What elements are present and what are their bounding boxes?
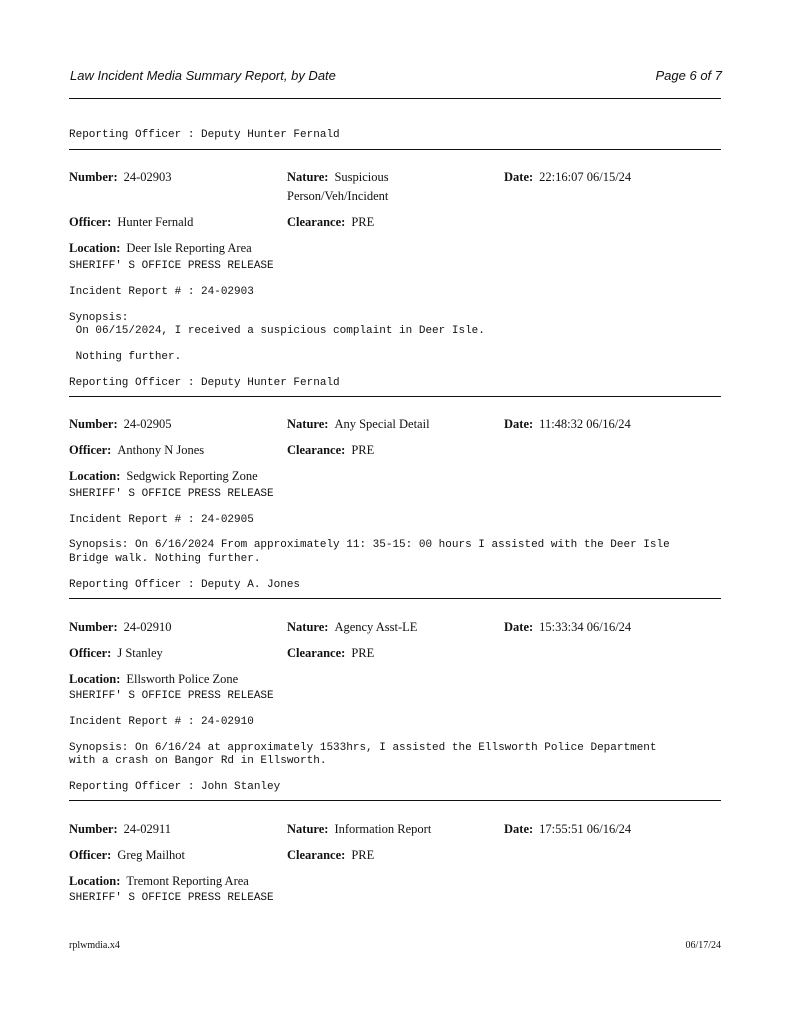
location-field: Location: Deer Isle Reporting Area: [69, 241, 252, 255]
incident-report-number: Incident Report # : 24-02910: [69, 716, 254, 728]
clearance-field: Clearance: PRE: [287, 443, 375, 457]
incident-report-number: Incident Report # : 24-02903: [69, 286, 254, 298]
location-field: Location: Ellsworth Police Zone: [69, 672, 239, 686]
date-field: Date: 17:55:51 06/16/24: [504, 822, 632, 836]
synopsis-text: On 06/15/2024, I received a suspicious complaint in Deer Isle.: [69, 325, 485, 337]
number-field: Number: 24-02911: [69, 822, 172, 836]
location-field: Location: Sedgwick Reporting Zone: [69, 469, 258, 483]
date-field: Date: 15:33:34 06/16/24: [504, 620, 632, 634]
reporting-officer: Reporting Officer : John Stanley: [69, 781, 281, 793]
number-field: Number: 24-02910: [69, 620, 172, 634]
reporting-officer: Reporting Officer : Deputy Hunter Fernald: [69, 377, 340, 389]
number-field: Number: 24-02905: [69, 417, 172, 431]
synopsis-text: Synopsis: On 6/16/2024 From approximately 11: 35-15: 00 hours I assisted with the Deer Isle: [69, 539, 670, 551]
incident-report-number: Incident Report # : 24-02905: [69, 514, 254, 526]
date-field: Date: 22:16:07 06/15/24: [504, 170, 632, 184]
page-number: Page 6 of 7: [655, 68, 722, 83]
officer-field: Officer: Anthony N Jones: [69, 443, 205, 457]
synopsis-text: Synopsis: On 6/16/24 at approximately 1533hrs, I assisted the Ellsworth Police Department: [69, 742, 657, 754]
synopsis-text: Bridge walk. Nothing further.: [69, 553, 261, 565]
officer-field: Officer: Hunter Fernald: [69, 215, 194, 229]
press-release-line: SHERIFF' S OFFICE PRESS RELEASE: [69, 690, 274, 702]
reporting-officer: Reporting Officer : Deputy A. Jones: [69, 579, 301, 591]
incident-divider: [69, 149, 721, 150]
date-field: Date: 11:48:32 06/16/24: [504, 417, 631, 431]
footer-date: 06/17/24: [685, 940, 721, 951]
nature-field: Nature: Agency Asst-LE: [287, 620, 418, 634]
location-field: Location: Tremont Reporting Area: [69, 874, 249, 888]
nature-field: Nature: Any Special Detail: [287, 417, 430, 431]
incident-divider: [69, 598, 721, 599]
clearance-field: Clearance: PRE: [287, 646, 375, 660]
footer-report-id: rplwmdia.x4: [69, 940, 120, 951]
nature-field: Nature: Information Report: [287, 822, 432, 836]
officer-field: Officer: Greg Mailhot: [69, 848, 186, 862]
nature-field: Nature: Suspicious: [287, 170, 389, 184]
synopsis-text: Nothing further.: [69, 351, 182, 363]
officer-field: Officer: J Stanley: [69, 646, 163, 660]
nature-field-continued: Person/Veh/Incident: [287, 189, 389, 203]
number-field: Number: 24-02903: [69, 170, 172, 184]
header-divider: [69, 98, 721, 99]
press-release-line: SHERIFF' S OFFICE PRESS RELEASE: [69, 260, 274, 272]
incident-divider: [69, 396, 721, 397]
incident-divider: [69, 800, 721, 801]
clearance-field: Clearance: PRE: [287, 215, 375, 229]
synopsis-text: with a crash on Bangor Rd in Ellsworth.: [69, 755, 327, 767]
press-release-line: SHERIFF' S OFFICE PRESS RELEASE: [69, 892, 274, 904]
reporting-officer-carryover: Reporting Officer : Deputy Hunter Fernald: [69, 129, 340, 141]
report-title: Law Incident Media Summary Report, by Date: [70, 68, 336, 83]
synopsis-label: Synopsis:: [69, 312, 129, 324]
press-release-line: SHERIFF' S OFFICE PRESS RELEASE: [69, 488, 274, 500]
clearance-field: Clearance: PRE: [287, 848, 375, 862]
